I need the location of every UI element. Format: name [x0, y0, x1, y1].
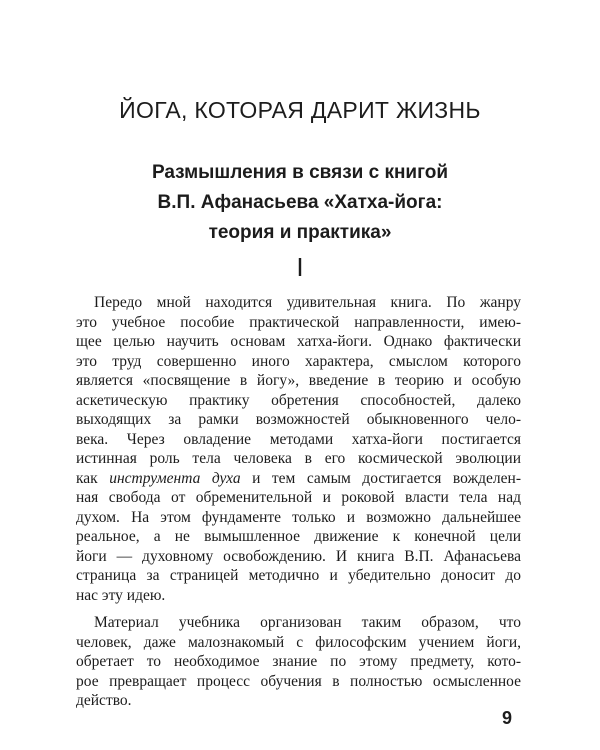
subtitle-line: В.П. Афанасьева «Хатха-йога:: [157, 192, 443, 213]
page-number: 9: [501, 708, 512, 728]
paragraph-1: [76, 293, 521, 605]
text-fragment: и тем самым достигается вожделен-: [240, 469, 521, 487]
text-line: это учебное пособие практической направленности, имею-: [76, 313, 521, 331]
text-line-with-italic: [76, 469, 521, 489]
subtitle-line: теория и практика»: [208, 222, 392, 243]
text-line: рое превращает процесс обучения в полностью осмысленное: [76, 672, 521, 690]
text-fragment: как: [76, 469, 110, 487]
text-line: человек, даже малознакомый с философским учением йоги,: [76, 633, 521, 651]
text-line: обретает то необходимое знание по этому предмету, кото-: [76, 653, 521, 670]
subtitle-line: Размышления в связи с книгой: [151, 162, 449, 183]
text-line: ная свобода от обременительной и роковой власти тела над: [76, 489, 521, 506]
text-line: аскетическую практику обретения способностей, далеко: [76, 391, 521, 409]
text-line: века. Через овладение методами хатха-йоги постигается: [76, 430, 521, 448]
text-line: действо.: [76, 692, 132, 709]
text-line: йоги — духовному освобождению. И книга В.П. Афанасьева: [76, 547, 521, 565]
text-line: выходящих за рамки возможностей обыкновенного чело-: [76, 411, 521, 428]
text-line: Передо мной находится удивительная книга. По жанру: [94, 294, 521, 311]
body-text: [76, 293, 521, 711]
chapter-title: ЙОГА, КОТОРАЯ ДАРИТ ЖИЗНЬ: [119, 97, 481, 123]
italic-phrase: инструмента духа: [109, 469, 241, 487]
text-line: страница за страницей методично и убедительно доносит до: [76, 567, 521, 584]
text-line: духом. На этом фундаменте только и возможно дальнейшее: [76, 508, 521, 526]
paragraph-2: [76, 613, 521, 711]
text-line: нас эту идею.: [76, 586, 166, 604]
text-line: истинная роль тела человека в его космической эволюции: [76, 450, 521, 467]
text-line: это труд совершенно иного характера, смыслом которого: [76, 352, 521, 370]
text-line: щее целью научить основам хатха-йоги. Однако фактически: [76, 333, 521, 350]
chapter-subtitle: [0, 158, 600, 248]
text-line: является «посвящение в йогу», введение в теорию и особую: [76, 372, 521, 389]
text-line: Материал учебника организован таким образом, что: [94, 614, 521, 631]
text-line: реальное, а не вымышленное движение к конечной цели: [76, 528, 521, 545]
section-numeral: I: [296, 252, 304, 282]
